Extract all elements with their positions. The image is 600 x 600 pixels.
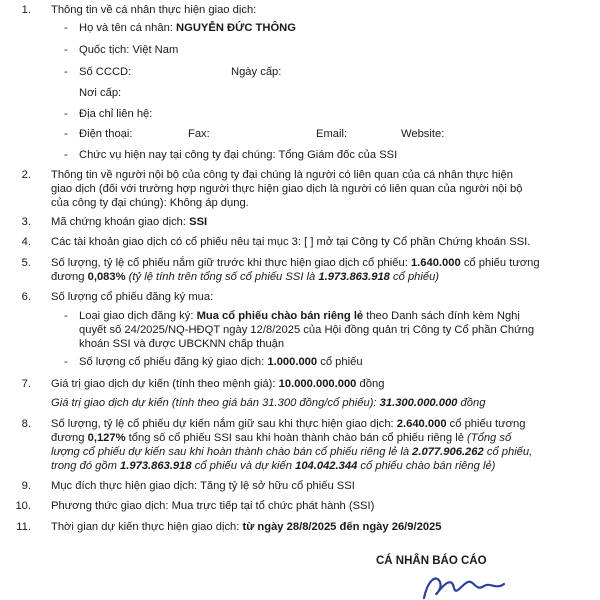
- total-shares-value: 1.973.863.918: [318, 271, 390, 283]
- text-span: Giá trị giao dịch dự kiến (tính theo mệnh giá):: [51, 378, 279, 390]
- person-name-line: [79, 21, 296, 35]
- bullet-dash: -: [64, 310, 68, 322]
- person-name-label: Họ và tên cá nhân:: [79, 22, 177, 34]
- address-label: Địa chỉ liên hệ:: [79, 108, 153, 120]
- transaction-type-line3: khoán SSI và được UBCKNN chấp thuận: [79, 338, 285, 350]
- text-span: Thời gian dự kiến thực hiện giao dịch:: [51, 521, 243, 533]
- bullet-dash: -: [64, 149, 68, 161]
- bullet-dash: -: [64, 356, 68, 368]
- text-span: Giá trị giao dịch dự kiến (tính theo giá bán 31.300 đồng/cổ phiếu):: [51, 397, 380, 409]
- text-span: cổ phiếu: [317, 356, 363, 368]
- section-number: 11.: [16, 521, 31, 533]
- section2-line: giao dịch (đối với trường hợp người thực hiện giao dịch là người có liên quan của người nội bộ: [51, 183, 523, 195]
- total-after-value: 2.077.906.262: [412, 446, 484, 458]
- section6-heading: Số lượng cổ phiếu đăng ký mua:: [51, 291, 214, 303]
- id-number-label: Số CCCD:: [79, 66, 132, 78]
- bullet-dash: -: [64, 108, 68, 120]
- total-after-line: [51, 445, 532, 459]
- person-name-value: NGUYỄN ĐỨC THÔNG: [176, 22, 296, 34]
- text-span: tổng số cổ phiếu SSI sau khi hoàn thành chào bán cổ phiếu riêng lẻ: [125, 432, 468, 444]
- text-span: cổ phiếu chào bán riêng lẻ): [357, 460, 496, 472]
- website-label: Website:: [401, 128, 445, 140]
- accounts-line: Các tài khoản giao dịch có cổ phiếu nêu tại mục 3: [ ] mở tại Công ty Cổ phần Chứng khoán SSI.: [51, 236, 531, 248]
- text-span: cổ phiếu,: [483, 446, 533, 458]
- text-span: lượng cổ phiếu dự kiến sau khi hoàn thành chào bán cổ phiếu riêng lẻ là: [51, 446, 413, 458]
- section-number: 10.: [15, 500, 31, 512]
- shares-before-value: 1.640.000: [410, 257, 461, 269]
- text-span: cổ phiếu tương: [460, 257, 540, 269]
- ratio-after-value: 0,127%: [87, 432, 126, 444]
- period-line: [51, 520, 442, 534]
- text-span: cổ phiếu tương: [446, 418, 526, 430]
- text-span: Số lượng, tỷ lệ cổ phiếu dự kiến nắm giữ sau khi thực hiện giao dịch:: [51, 418, 397, 430]
- holding-before-line: [51, 256, 540, 270]
- existing-shares-value: 1.973.863.918: [120, 460, 192, 472]
- text-span: Loại giao dịch đăng ký:: [79, 310, 197, 322]
- ticker-value: SSI: [189, 216, 208, 228]
- ticker-line: [51, 215, 207, 229]
- reporter-title: CÁ NHÂN BÁO CÁO: [376, 555, 487, 567]
- bullet-dash: -: [64, 128, 68, 140]
- section-number: 7.: [21, 378, 31, 390]
- section-number: 9.: [21, 480, 31, 492]
- registered-shares-value: 1.000.000: [267, 356, 318, 368]
- handwritten-signature: [418, 570, 508, 600]
- email-label: Email:: [316, 128, 348, 140]
- private-placement-value: 104.042.344: [295, 460, 358, 472]
- text-span: Số lượng cổ phiếu đăng ký giao dịch:: [79, 356, 268, 368]
- section-number: 6.: [21, 291, 31, 303]
- position-line: Chức vụ hiện nay tại công ty đại chúng: Tổng Giám đốc của SSI: [79, 149, 398, 161]
- purpose-line: Mục đích thực hiện giao dịch: Tăng tỷ lệ sở hữu cổ phiếu SSI: [51, 480, 355, 492]
- par-value-amount: 10.000.000.000: [278, 378, 357, 390]
- ticker-label: Mã chứng khoán giao dịch:: [51, 216, 190, 228]
- text-span: (Tổng số: [467, 432, 512, 444]
- issue-date-label: Ngày cấp:: [231, 66, 282, 78]
- section-number: 5.: [21, 257, 31, 269]
- holding-before-ratio-line: [51, 270, 439, 284]
- section1-heading: Thông tin về cá nhân thực hiện giao dịch:: [51, 4, 257, 16]
- breakdown-line: [51, 459, 495, 473]
- section-number: 8.: [21, 418, 31, 430]
- ratio-before-value: 0,083%: [87, 271, 126, 283]
- text-span: đồng: [457, 397, 486, 409]
- registered-shares-line: [79, 355, 363, 369]
- shares-after-value: 2.640.000: [396, 418, 447, 430]
- bullet-dash: -: [64, 44, 68, 56]
- period-value: từ ngày 28/8/2025 đến ngày 26/9/2025: [242, 521, 442, 533]
- transaction-type-value: Mua cổ phiếu chào bán riêng lẻ: [196, 310, 364, 322]
- bullet-dash: -: [64, 22, 68, 34]
- section-number: 4.: [21, 236, 31, 248]
- bullet-dash: -: [64, 66, 68, 78]
- text-span: (tỷ lệ tính trên tổng số cổ phiếu SSI là: [125, 271, 319, 283]
- text-span: đương: [51, 432, 88, 444]
- text-span: cổ phiếu và dự kiến: [191, 460, 296, 472]
- text-span: cổ phiếu): [389, 271, 440, 283]
- text-span: theo Danh sách đính kèm Nghị: [363, 310, 520, 322]
- section2-line: Thông tin về người nội bộ của công ty đại chúng là người có liên quan của cá nhân thực hiện: [51, 169, 513, 181]
- nationality-line: Quốc tịch: Việt Nam: [79, 44, 179, 56]
- section-number: 2.: [21, 169, 31, 181]
- sale-value-line: [51, 396, 485, 410]
- sale-value-amount: 31.300.000.000: [379, 397, 458, 409]
- phone-label: Điện thoại:: [79, 128, 133, 140]
- text-span: đương: [51, 271, 88, 283]
- issue-place-label: Nơi cấp:: [79, 87, 122, 99]
- section2-line: của công ty đại chúng): Không áp dụng.: [51, 197, 249, 209]
- method-line: Phương thức giao dịch: Mua trực tiếp tại tổ chức phát hành (SSI): [51, 500, 375, 512]
- holding-after-line: [51, 417, 525, 431]
- transaction-type-line2: quyết số 24/2025/NQ-HĐQT ngày 12/8/2025 của Hội đồng quản trị Công ty Cổ phần Chứng: [79, 324, 535, 336]
- text-span: Số lượng, tỷ lệ cổ phiếu nắm giữ trước khi thực hiện giao dịch cổ phiếu:: [51, 257, 411, 269]
- text-span: trong đó gồm: [51, 460, 121, 472]
- section-number: 3.: [21, 216, 31, 228]
- holding-after-ratio-line: [51, 431, 511, 445]
- section-number: 1.: [21, 4, 31, 16]
- transaction-type-line: [79, 309, 520, 323]
- fax-label: Fax:: [188, 128, 210, 140]
- par-value-line: [51, 377, 384, 391]
- text-span: đồng: [356, 378, 385, 390]
